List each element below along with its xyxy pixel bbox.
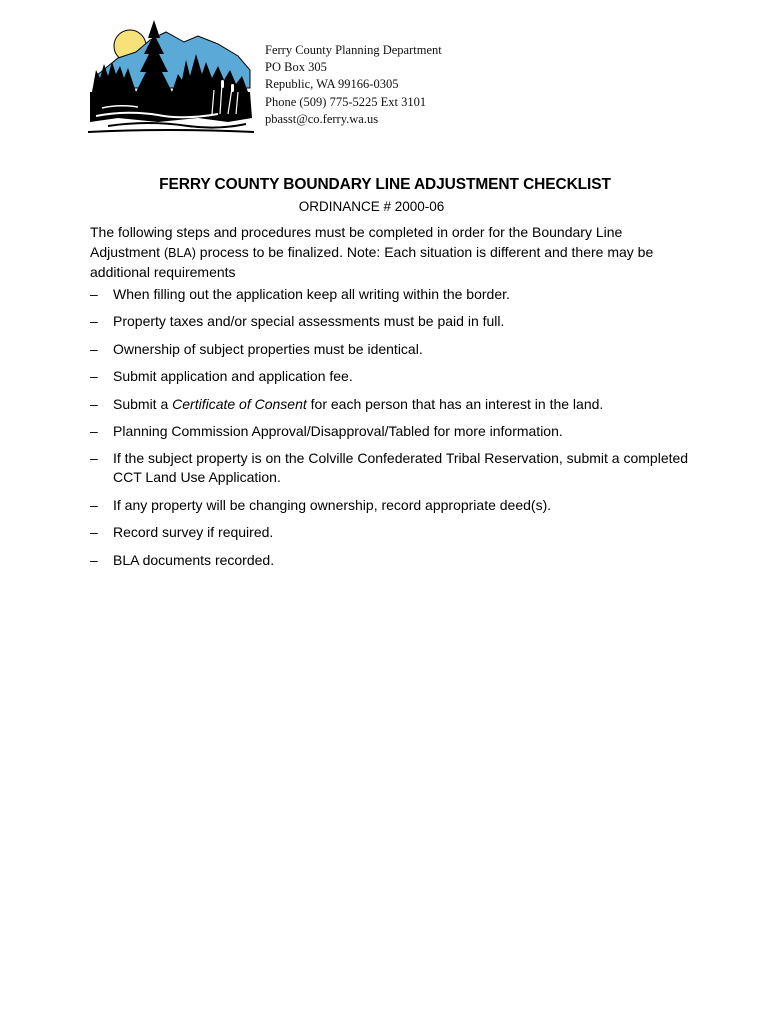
dash-bullet: – xyxy=(90,368,98,385)
ordinance-number: ORDINANCE # 2000-06 xyxy=(298,199,445,214)
step-text: If any property will be changing ownership, record appropriate deed(s). xyxy=(113,496,552,513)
intro-text-2: process to be finalized. Note: Each situation is different and there may be additional requirements xyxy=(90,243,654,280)
checklist-steps xyxy=(90,285,690,578)
list-item xyxy=(90,312,690,331)
list-item xyxy=(90,285,690,304)
dash-bullet: – xyxy=(90,286,98,302)
list-item xyxy=(90,523,690,542)
list-item xyxy=(90,449,690,487)
list-item xyxy=(90,367,690,386)
list-item xyxy=(90,496,690,515)
list-item xyxy=(90,422,690,441)
step-text: If the subject property is on the Colville Confederated Tribal Reservation, submit a completed CCT Land Use Application. xyxy=(113,450,689,486)
list-item xyxy=(90,395,690,414)
step-text-post: for each person that has an interest in the land. xyxy=(306,395,604,412)
phone-number: Phone (509) 775-5225 Ext 3101 xyxy=(265,94,427,109)
dash-bullet: – xyxy=(90,422,98,439)
dash-bullet: – xyxy=(90,524,98,541)
certificate-of-consent: Certificate of Consent xyxy=(172,395,307,412)
department-name: Ferry County Planning Department xyxy=(265,43,442,57)
step-text: Planning Commission Approval/Disapproval/Tabled for more information. xyxy=(113,422,563,439)
intro-bla-abbr: (BLA) xyxy=(163,245,196,260)
step-text-pre: Submit a xyxy=(113,395,173,412)
step-text: Submit application and application fee. xyxy=(113,368,353,385)
dash-bullet: – xyxy=(90,450,98,467)
city-state-zip: Republic, WA 99166-0305 xyxy=(265,77,399,92)
step-text: Record survey if required. xyxy=(113,524,274,541)
step-text: BLA documents recorded. xyxy=(113,551,275,568)
dash-bullet: – xyxy=(90,340,98,357)
list-item xyxy=(90,340,690,359)
intro-paragraph xyxy=(90,223,690,283)
step-text: When filling out the application keep all writing within the border. xyxy=(113,286,510,302)
document-title: FERRY COUNTY BOUNDARY LINE ADJUSTMENT CHECKLIST xyxy=(159,176,611,193)
dash-bullet: – xyxy=(90,313,98,330)
email-address: pbasst@co.ferry.wa.us xyxy=(265,111,379,126)
department-address xyxy=(265,42,442,128)
step-text: Ownership of subject properties must be identical. xyxy=(113,340,423,357)
dash-bullet: – xyxy=(90,395,98,412)
dash-bullet: – xyxy=(90,551,98,568)
ferry-county-logo xyxy=(88,18,254,138)
intro-text-1: The following steps and procedures must be completed in order for the Boundary Line Adjustment xyxy=(90,224,623,260)
step-text: Property taxes and/or special assessments must be paid in full. xyxy=(113,313,505,330)
po-box: PO Box 305 xyxy=(265,60,327,75)
list-item xyxy=(90,551,690,570)
dash-bullet: – xyxy=(90,496,98,513)
